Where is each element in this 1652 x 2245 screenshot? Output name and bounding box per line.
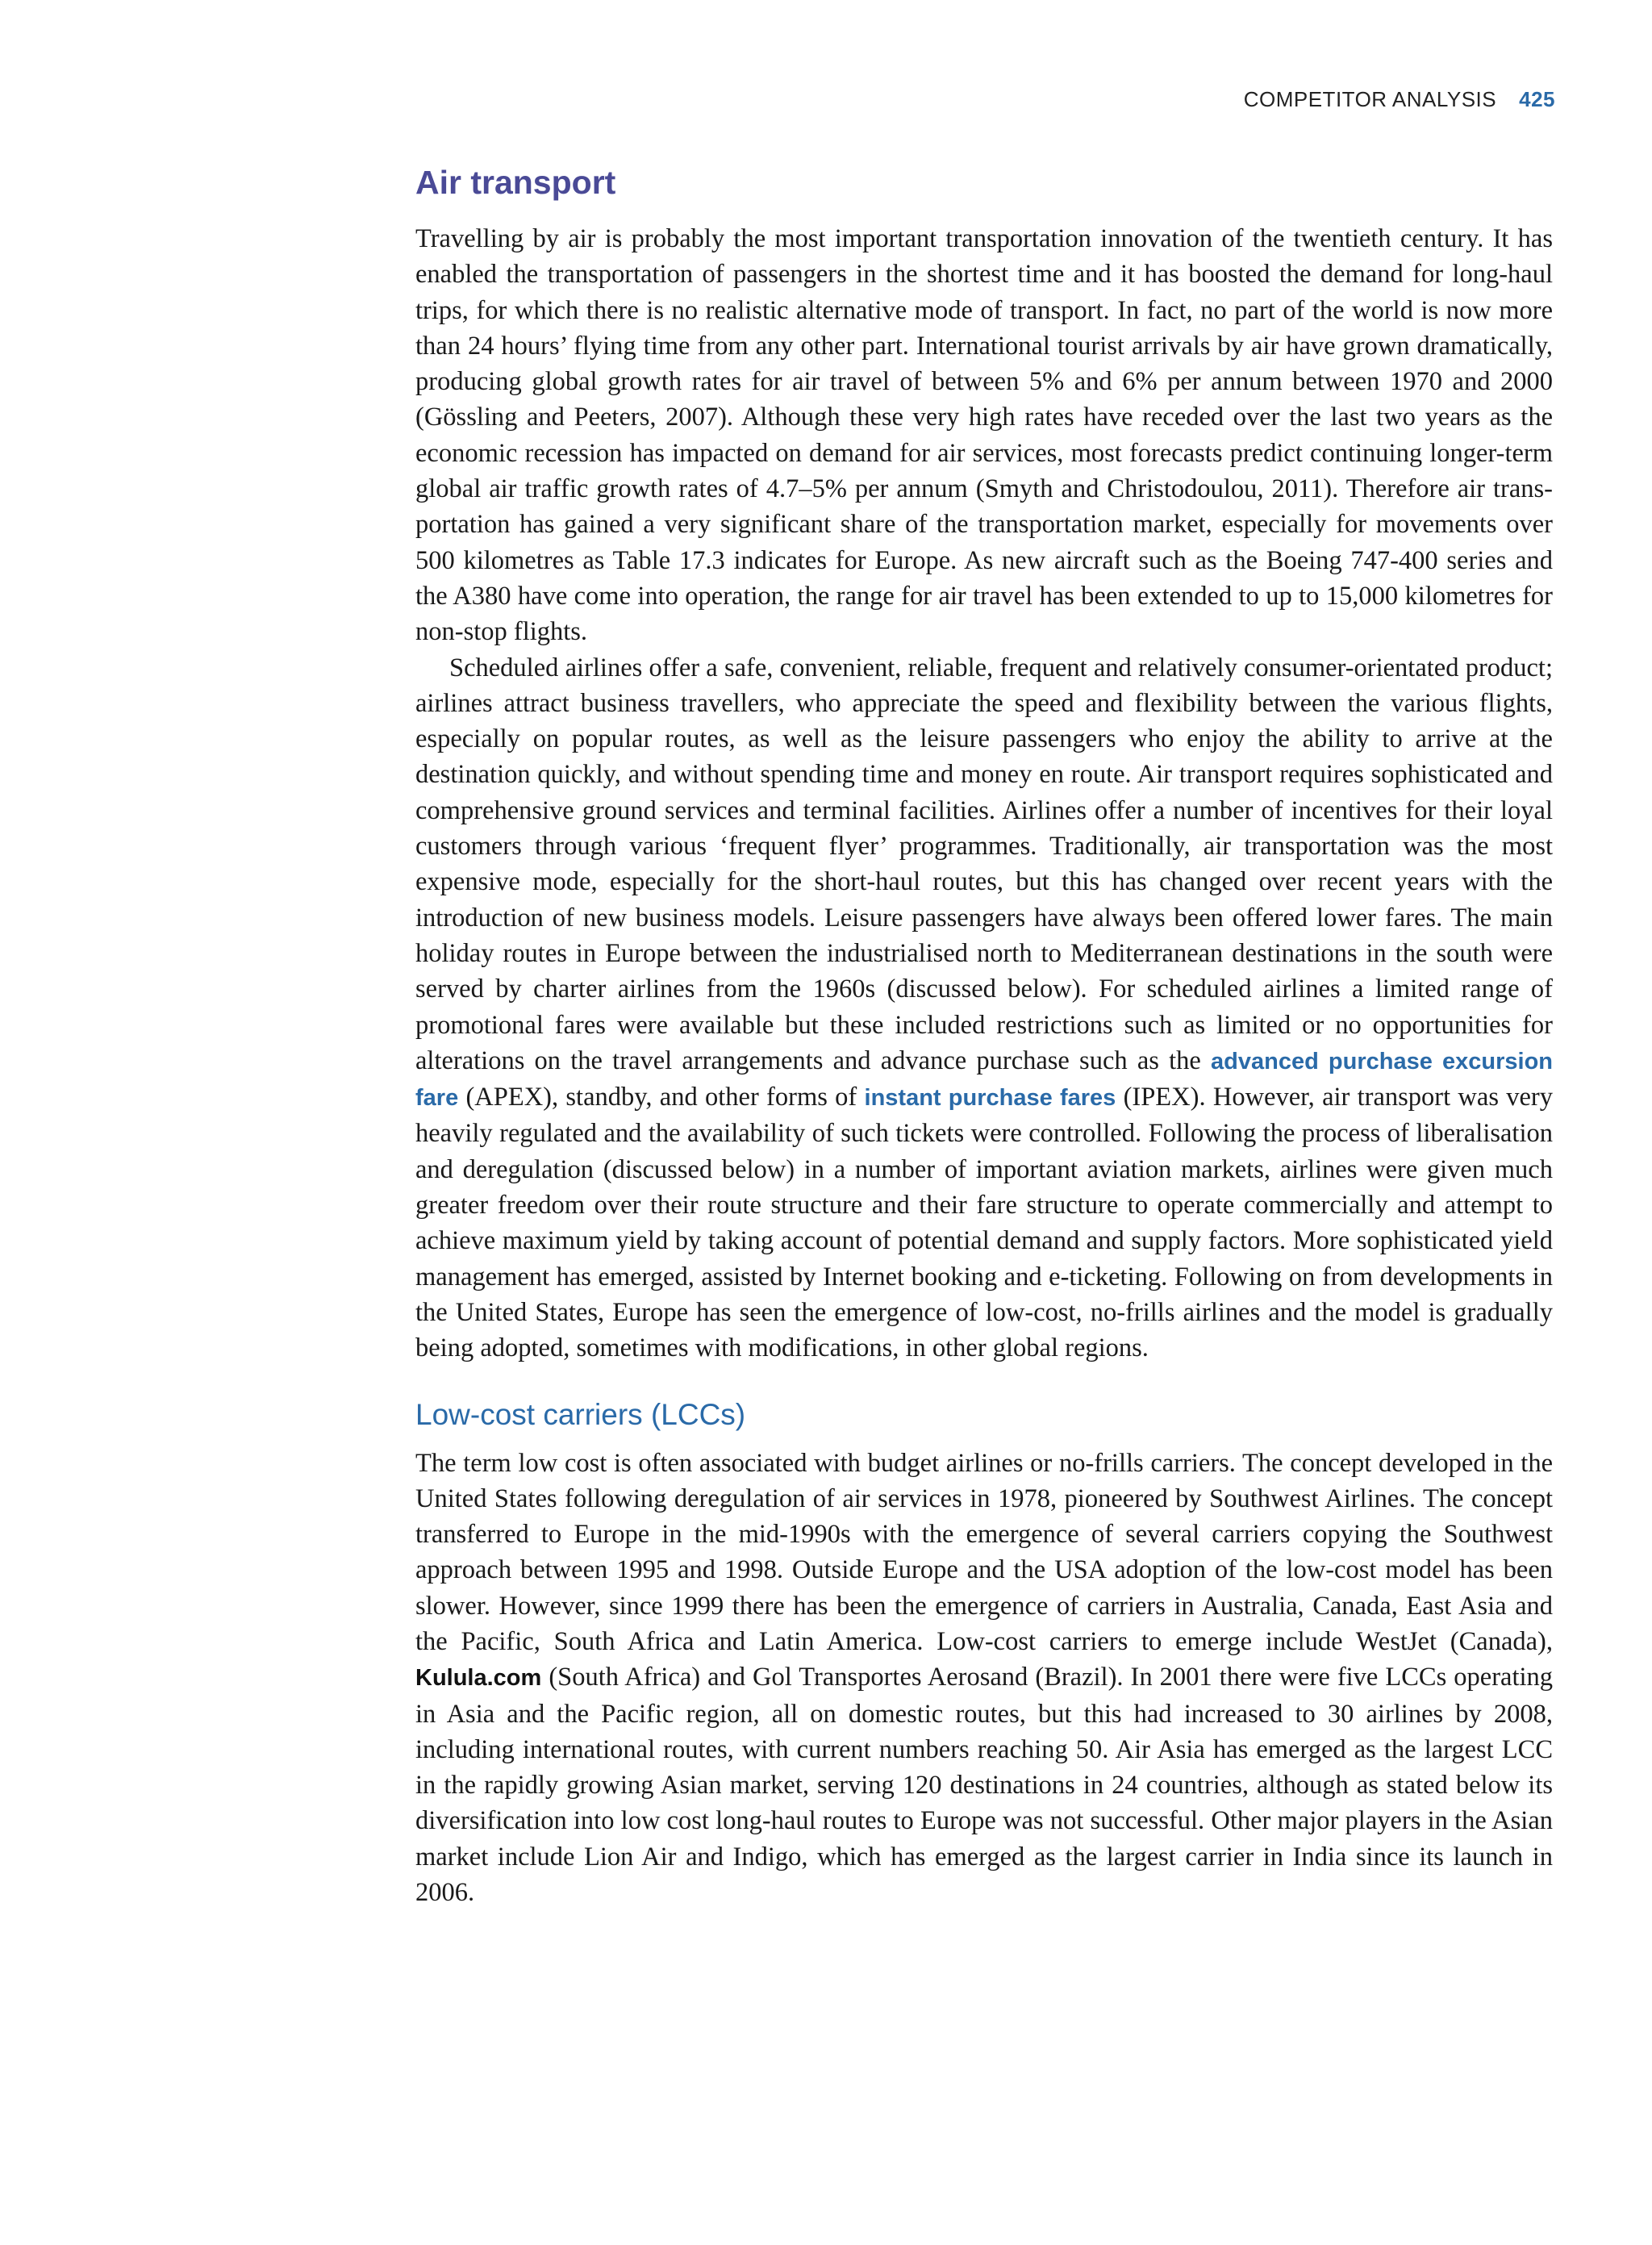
key-term-ipex: instant purchase fares <box>864 1085 1116 1112</box>
paragraph-text: Scheduled airlines offer a safe, convenient, reliable, frequent and relatively consumer-orientated product; airlines attract business travellers, who appreciate the speed and flexibility between the various flights, especially on popular routes, as well as the leisure passengers who enjoy the ability to arrive at the destination quickly, and without spending time and money en route. Air transport requires sophisticated and comprehensive ground services and terminal facilities. Airlines offer a number of incentives for their loyal customers through various ‘frequent flyer’ programmes. Traditionally, air transportation was the most expensive mode, especially for the short-haul routes, but this has changed over recent years with the introduction of new business models. Leisure passengers have always been offered lower fares. The main holiday routes in Europe between the industrialised north to Mediterranean destinations in the south were served by charter airlines from the 1960s (discussed below). For scheduled airlines a limited range of promotional fares were available but these included restrictions such as limited or no opportunities for alterations on the travel arrangements and advance purchase such as the <box>415 653 1553 1075</box>
page-number: 425 <box>1519 87 1555 111</box>
section-title: Air transport <box>415 164 616 201</box>
subsection-title: Low-cost carriers (LCCs) <box>415 1397 746 1431</box>
paragraph-text: Travelling by air is probably the most important transportation innovation of the twentieth century. It has enabled the transportation of passengers in the shortest time and it has boosted the demand for long-haul trips, for which there is no realistic alternative mode of transport. In fact, no part of the world is now more than 24 hours’ flying time from any other part. International tourist arrivals by air have grown dramatically, producing global growth rates for air travel of between 5% and 6% per annum between 1970 and 2000 (Gössling and Peeters, 2007). Although these very high rates have receded over the last two years as the economic recession has impacted on demand for air services, most forecasts predict continuing longer-term global air traffic growth rates of 4.7–5% per annum (Smyth and Christodoulou, 2011). Therefore air transportation has gained a very significant share of the transportation market, especially for movements over 500 kilometres as Table 17.3 indicates for Europe. As new aircraft such as the Boeing 747-400 series and the A380 have come into operation, the range for air travel has been extended to up to 15,000 kilometres for non-stop flights. <box>415 224 1553 647</box>
paragraph-text: (South Africa) and Gol Transportes Aerosand (Brazil). In 2001 there were five LCCs operating in Asia and the Pacific region, all on domestic routes, but this had increased to 30 airlines by 2008, including international routes, with current numbers reaching 50. Air Asia has emerged as the largest LCC in the rapidly growing Asian market, serving 120 destinations in 24 countries, although as stated below its diversification into low cost long-haul routes to Europe was not successful. Other major players in the Asian market include Lion Air and Indigo, which has emerged as the largest carrier in India since its launch in 2006. <box>415 1663 1553 1908</box>
paragraph-text: The term low cost is often associated with budget airlines or no-frills carriers. The concept developed in the United States following deregulation of air services in 1978, pioneered by Southwest Airlines. The concept transferred to Europe in the mid-1990s with the emergence of several carriers copying the Southwest approach between 1995 and 1998. Outside Europe and the USA adoption of the low-cost model has been slower. However, since 1999 there has been the emergence of carriers in Australia, Canada, East Asia and the Pacific, South Africa and Latin America. Low-cost carriers to emerge include WestJet (Canada), <box>415 1448 1553 1656</box>
key-term-apex: advanced purchase excursion fare <box>415 1048 1554 1112</box>
running-head <box>1244 87 1555 112</box>
paragraph-air-transport-intro <box>415 221 1553 650</box>
running-title: COMPETITOR ANALYSIS <box>1243 87 1497 111</box>
paragraph-scheduled-airlines <box>415 650 1553 1367</box>
paragraph-text: (APEX), standby, and other forms of <box>458 1083 865 1112</box>
paragraph-text: (IPEX). However, air transport was very heavily regulated and the availability of such tickets were controlled. Following the process of liberalisation and deregulation (discussed below) in a number of important aviation markets, airlines were given much greater freedom over their route structure and their fare structure to operate commercially and attempt to achieve maximum yield by taking account of potential demand and supply factors. More sophisticated yield management has emerged, assisted by Internet booking and e-ticketing. Following on from developments in the United States, Europe has seen the emergence of low-cost, no-frills airlines and the model is gradually being adopted, sometimes with modifications, in other global regions. <box>415 1083 1554 1363</box>
page-content <box>415 158 1553 1910</box>
brand-term-kulula: Kulula.com <box>415 1665 542 1692</box>
paragraph-low-cost-carriers <box>415 1446 1553 1911</box>
